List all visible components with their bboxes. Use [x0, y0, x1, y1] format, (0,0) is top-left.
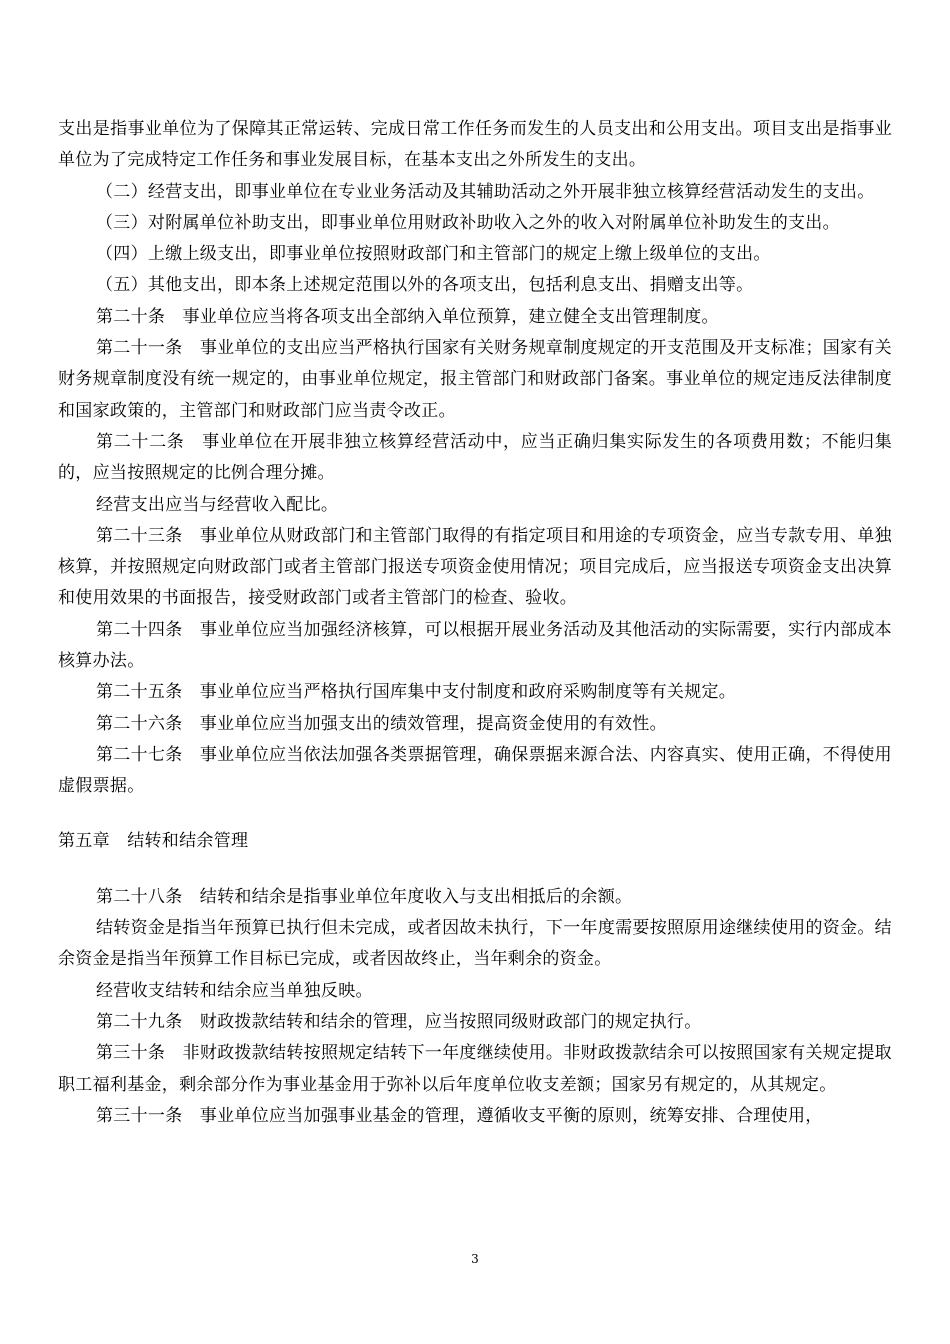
- paragraph: 第二十五条 事业单位应当严格执行国库集中支付制度和政府采购制度等有关规定。: [96, 682, 737, 703]
- paragraph: 第二十二条 事业单位在开展非独立核算经营活动中，应当正确归集实际发生的各项费用数；不能归集的，应当按照规定的比例合理分摊。: [58, 431, 892, 484]
- chapter-heading: 第五章 结转和结余管理: [58, 830, 249, 851]
- paragraph: 第二十九条 财政拨款结转和结余的管理，应当按照同级财政部门的规定执行。: [96, 1012, 702, 1033]
- paragraph: 第二十一条 事业单位的支出应当严格执行国家有关财务规章制度规定的开支范围及开支标准；国家有关财务规章制度没有统一规定的，由事业单位规定，报主管部门和财政部门备案。事业单位的规定违反法律制度和国家政策的，主管部门和财政部门应当责令改正。: [58, 338, 892, 421]
- paragraph: （四）上缴上级支出，即事业单位按照财政部门和主管部门的规定上缴上级单位的支出。: [96, 244, 771, 265]
- paragraph: 经营支出应当与经营收入配比。: [96, 494, 339, 515]
- paragraph: 第二十八条 结转和结余是指事业单位年度收入与支出相抵后的余额。: [96, 886, 633, 907]
- paragraph: 第二十六条 事业单位应当加强支出的绩效管理，提高资金使用的有效性。: [96, 713, 667, 734]
- paragraph: （三）对附属单位补助支出，即事业单位用财政补助收入之外的收入对附属单位补助发生的支出。: [96, 212, 840, 233]
- page-number: 3: [471, 1252, 479, 1266]
- paragraph: 结转资金是指当年预算已执行但未完成，或者因故未执行，下一年度需要按照原用途继续使用的资金。结余资金是指当年预算工作目标已完成，或者因故终止，当年剩余的资金。: [58, 918, 892, 970]
- paragraph: 第三十一条 事业单位应当加强事业基金的管理，遵循收支平衡的原则，统筹安排、合理使用，: [96, 1105, 823, 1126]
- paragraph: 第二十条 事业单位应当将各项支出全部纳入单位预算，建立健全支出管理制度。: [96, 306, 719, 327]
- paragraph: （二）经营支出，即事业单位在专业业务活动及其辅助活动之外开展非独立核算经营活动发生的支出。: [96, 181, 875, 202]
- paragraph: 支出是指事业单位为了保障其正常运转、完成日常工作任务而发生的人员支出和公用支出。项目支出是指事业单位为了完成特定工作任务和事业发展目标，在基本支出之外所发生的支出。: [58, 119, 892, 171]
- document-body: [58, 114, 892, 1132]
- paragraph: 第二十三条 事业单位从财政部门和主管部门取得的有指定项目和用途的专项资金，应当专款专用、单独核算，并按照规定向财政部门或者主管部门报送专项资金使用情况；项目完成后，应当报送专项资金支出决算和使用效果的书面报告，接受财政部门或者主管部门的检查、验收。: [58, 525, 892, 609]
- paragraph: （五）其他支出，即本条上述规定范围以外的各项支出，包括利息支出、捐赠支出等。: [96, 275, 754, 296]
- paragraph: 经营收支结转和结余应当单独反映。: [96, 980, 373, 1001]
- paragraph: 第二十四条 事业单位应当加强经济核算，可以根据开展业务活动及其他活动的实际需要，实行内部成本核算办法。: [58, 619, 892, 672]
- paragraph: 第三十条 非财政拨款结转按照规定结转下一年度继续使用。非财政拨款结余可以按照国家有关规定提取职工福利基金，剩余部分作为事业基金用于弥补以后年度单位收支差额；国家另有规定的，从其规定。: [58, 1043, 892, 1095]
- paragraph: 第二十七条 事业单位应当依法加强各类票据管理，确保票据来源合法、内容真实、使用正确，不得使用虚假票据。: [58, 744, 892, 797]
